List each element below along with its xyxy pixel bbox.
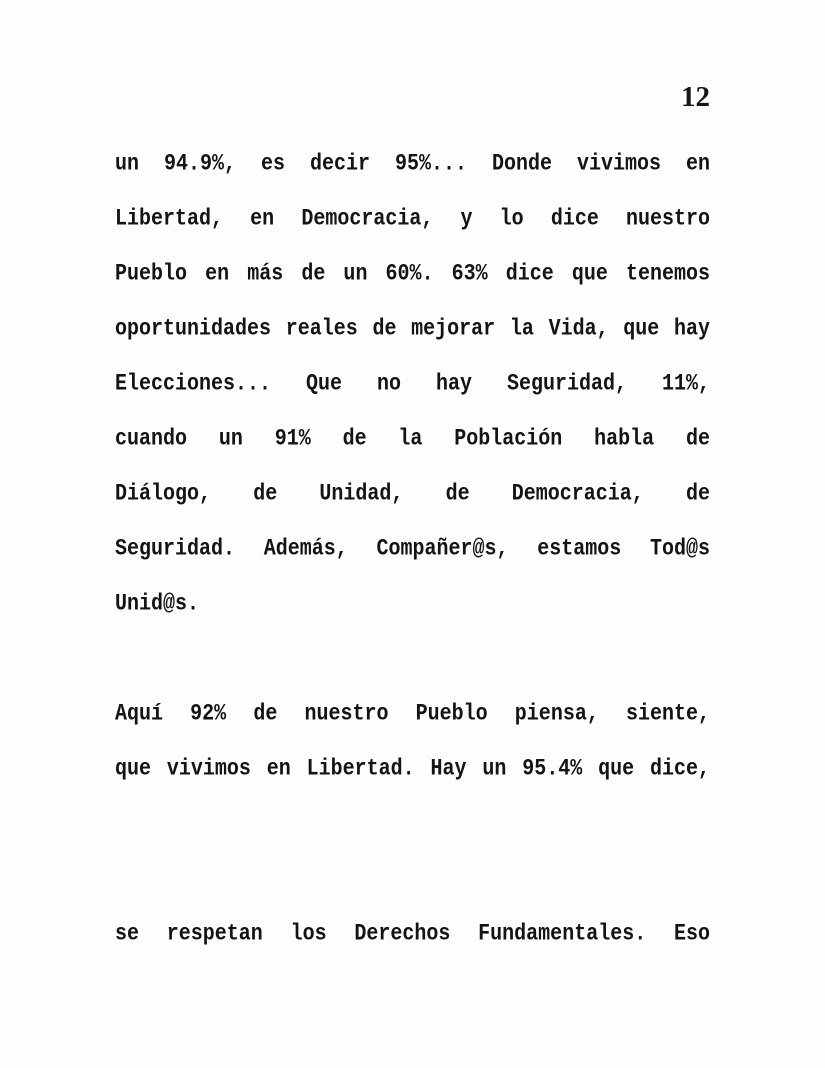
text-line: un 94.9%, es decir 95%... Donde vivimos en [115, 151, 710, 178]
text-line: que vivimos en Libertad. Hay un 95.4% que dice, [115, 756, 710, 783]
text-line: se respetan los Derechos Fundamentales. Eso [115, 921, 710, 948]
text-line: Elecciones... Que no hay Seguridad, 11%, [115, 371, 710, 398]
text-line: oportunidades reales de mejorar la Vida, que hay [115, 316, 710, 343]
text-line: Unid@s. [115, 591, 200, 618]
text-line: Pueblo en más de un 60%. 63% dice que tenemos [115, 261, 710, 288]
text-line: Seguridad. Además, Compañer@s, estamos Tod@s [115, 536, 710, 563]
text-block [115, 137, 710, 962]
text-line: cuando un 91% de la Población habla de [115, 426, 710, 453]
text-line: Aquí 92% de nuestro Pueblo piensa, siente, [115, 701, 710, 728]
text-line: Diálogo, de Unidad, de Democracia, de [115, 481, 710, 508]
text-line: Libertad, en Democracia, y lo dice nuestro [115, 206, 710, 233]
page-number: 12 [681, 81, 710, 113]
